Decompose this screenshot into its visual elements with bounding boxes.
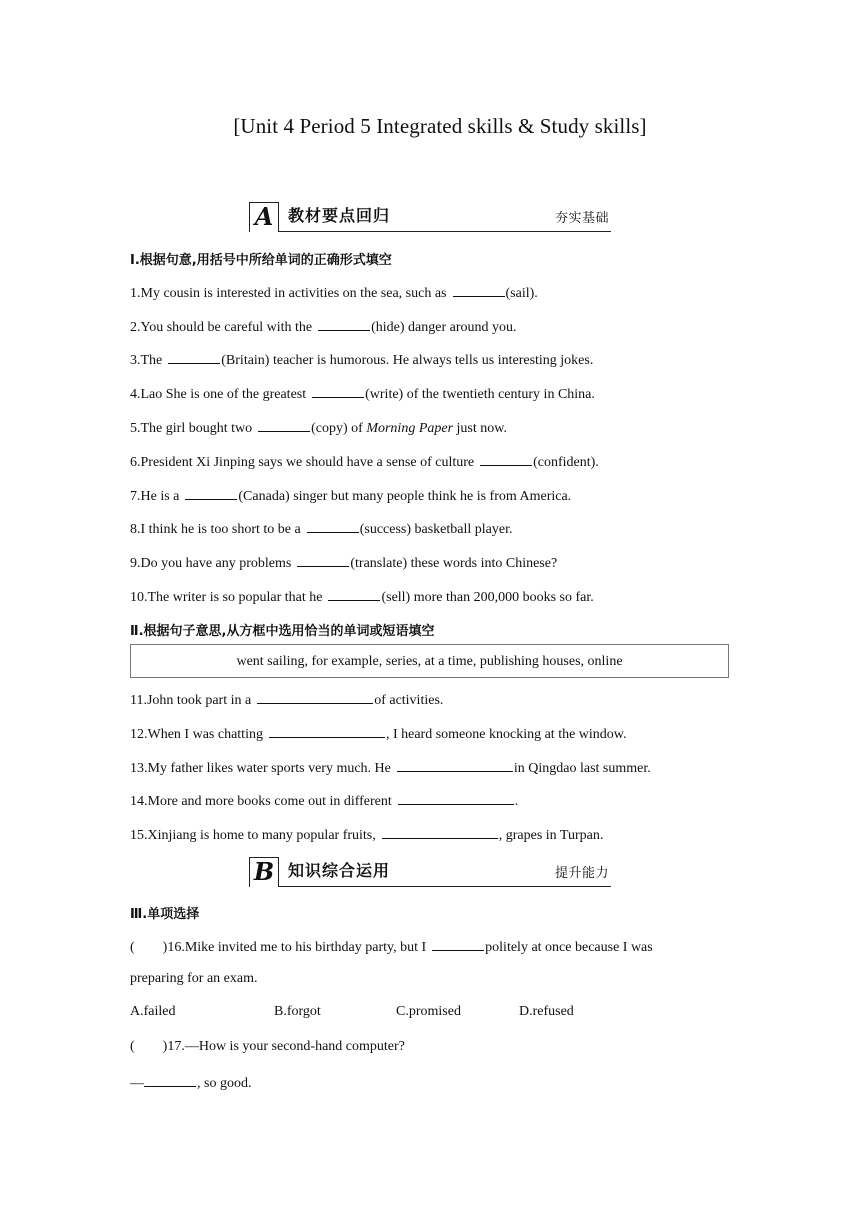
answer-paren[interactable]: ( ) (130, 1039, 168, 1054)
answer-blank[interactable] (258, 418, 310, 432)
question-2: 2.You should be careful with the (hide) danger around you. (130, 317, 517, 336)
answer-blank[interactable] (168, 350, 220, 364)
answer-blank[interactable] (397, 758, 513, 772)
question-16: ( )16.Mike invited me to his birthday party, but I politely at once because I was (130, 937, 653, 956)
answer-blank[interactable] (185, 486, 237, 500)
answer-blank[interactable] (297, 553, 349, 567)
question-13: 13.My father likes water sports very much. He in Qingdao last summer. (130, 758, 651, 777)
banner-subtitle-b: 提升能力 (554, 866, 609, 881)
question-8: 8.I think he is too short to be a (success) basketball player. (130, 519, 512, 538)
answer-blank[interactable] (398, 791, 514, 805)
question-16-continued: preparing for an exam. (130, 971, 258, 986)
answer-blank[interactable] (382, 825, 498, 839)
answer-blank[interactable] (453, 283, 505, 297)
answer-blank[interactable] (432, 937, 484, 951)
banner-title-a: 教材要点回归 (288, 206, 391, 225)
question-10: 10.The writer is so popular that he (sell) more than 200,000 books so far. (130, 587, 594, 606)
question-6: 6.President Xi Jinping says we should have a sense of culture (confident). (130, 452, 599, 471)
banner-subtitle-a: 夯实基础 (554, 211, 609, 226)
page-title: [Unit 4 Period 5 Integrated skills & Study skills] (233, 114, 647, 138)
question-17: ( )17.—How is your second-hand computer? (130, 1039, 405, 1054)
section-2-heading: Ⅱ.根据句子意思,从方框中选用恰当的单词或短语填空 (130, 624, 435, 639)
option-a[interactable]: A.failed (130, 1004, 176, 1019)
option-c[interactable]: C.promised (396, 1004, 461, 1019)
question-4: 4.Lao She is one of the greatest (write) of the twentieth century in China. (130, 384, 595, 403)
answer-paren[interactable]: ( ) (130, 940, 168, 955)
question-17-answer-line: — , so good. (130, 1073, 251, 1092)
banner-title-b: 知识综合运用 (288, 861, 391, 880)
section-3-heading: Ⅲ.单项选择 (130, 907, 200, 922)
question-3: 3.The (Britain) teacher is humorous. He always tells us interesting jokes. (130, 350, 593, 369)
answer-blank[interactable] (312, 384, 364, 398)
banner-badge-b: B (249, 857, 279, 887)
question-12: 12.When I was chatting , I heard someone knocking at the window. (130, 724, 627, 743)
banner-badge-a: A (249, 202, 279, 232)
question-1: 1.My cousin is interested in activities on the sea, such as (sail). (130, 283, 538, 302)
question-7: 7.He is a (Canada) singer but many people think he is from America. (130, 486, 571, 505)
answer-blank[interactable] (307, 519, 359, 533)
section-banner-a (249, 201, 611, 232)
option-d[interactable]: D.refused (519, 1004, 574, 1019)
question-14: 14.More and more books come out in different . (130, 791, 518, 810)
answer-blank[interactable] (328, 587, 380, 601)
word-box: went sailing, for example, series, at a time, publishing houses, online (130, 644, 729, 678)
answer-blank[interactable] (257, 690, 373, 704)
answer-blank[interactable] (144, 1073, 196, 1087)
question-15: 15.Xinjiang is home to many popular fruits, , grapes in Turpan. (130, 825, 603, 844)
question-5: 5.The girl bought two (copy) of Morning Paper just now. (130, 418, 507, 437)
answer-blank[interactable] (269, 724, 385, 738)
book-title: Morning Paper (366, 421, 454, 436)
option-b[interactable]: B.forgot (274, 1004, 321, 1019)
question-11: 11.John took part in a of activities. (130, 690, 443, 709)
section-banner-b (249, 856, 611, 887)
section-1-heading: Ⅰ.根据句意,用括号中所给单词的正确形式填空 (130, 253, 392, 268)
answer-blank[interactable] (480, 452, 532, 466)
question-9: 9.Do you have any problems (translate) these words into Chinese? (130, 553, 557, 572)
answer-blank[interactable] (318, 317, 370, 331)
